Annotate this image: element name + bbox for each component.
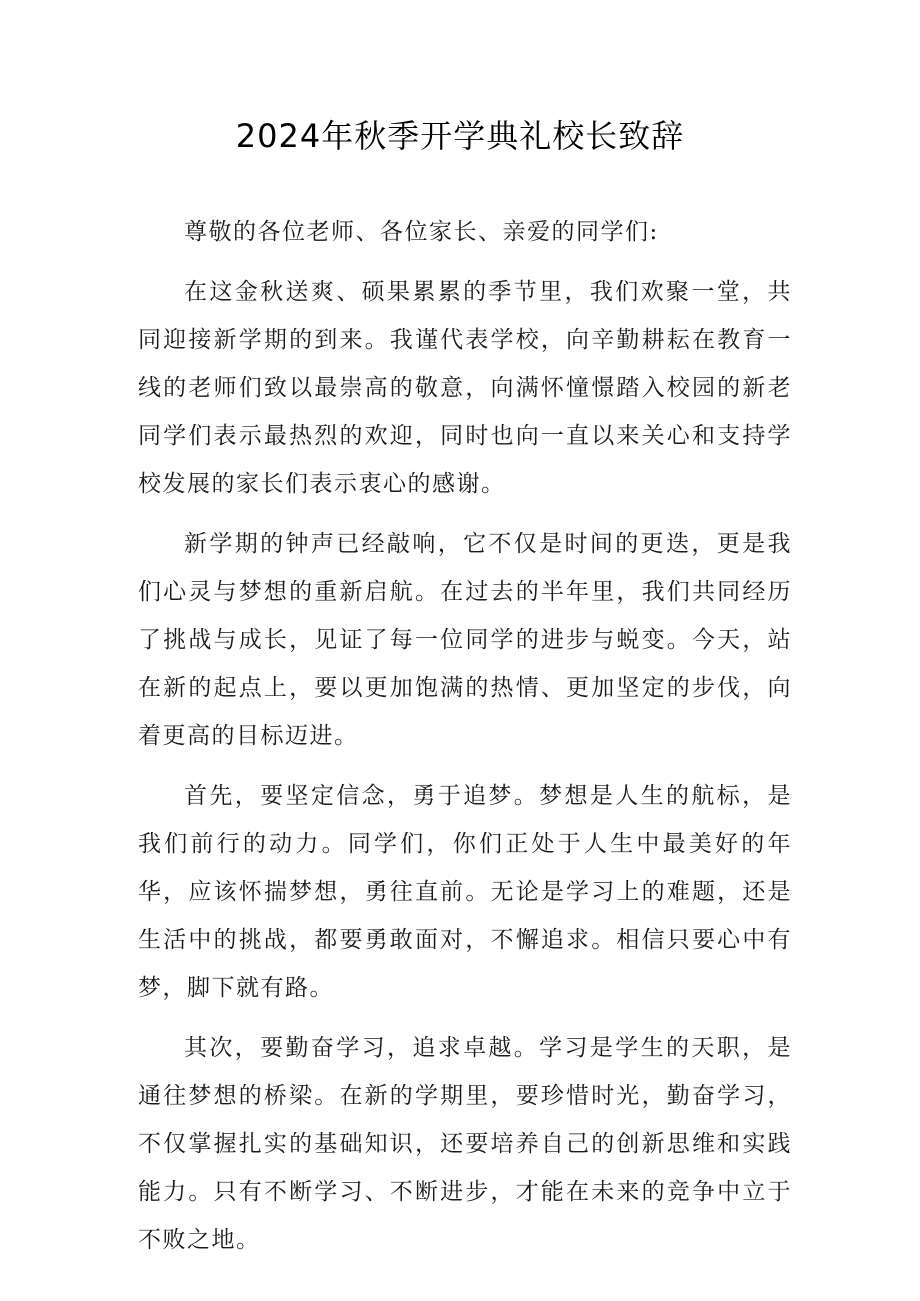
body-paragraph: 其次，要勤奋学习，追求卓越。学习是学生的天职，是通往梦想的桥梁。在新的学期里，要珍惜时光，勤奋学习，不仅掌握扎实的基础知识，还要培养自己的创新思维和实践能力。只有不断学习、不断进步，才能在未来的竞争中立于不败之地。: [138, 1035, 792, 1253]
salutation-paragraph: 尊敬的各位老师、各位家长、亲爱的同学们:: [184, 219, 659, 245]
body-paragraph: 新学期的钟声已经敲响，它不仅是时间的更迭，更是我们心灵与梦想的重新启航。在过去的半年里，我们共同经历了挑战与成长，见证了每一位同学的进步与蜕变。今天，站在新的起点上，要以更加饱满的热情、更加坚定的步伐，向着更高的目标迈进。: [138, 531, 792, 749]
document-body: [138, 208, 792, 1276]
document-title: 2024年秋季开学典礼校长致辞: [235, 117, 685, 155]
body-paragraph: 首先，要坚定信念，勇于追梦。梦想是人生的航标，是我们前行的动力。同学们，你们正处于人生中最美好的年华，应该怀揣梦想，勇往直前。无论是学习上的难题，还是生活中的挑战，都要勇敢面对，不懈追求。相信只要心中有梦，脚下就有路。: [138, 783, 792, 1001]
body-paragraph: 在这金秋送爽、硕果累累的季节里，我们欢聚一堂，共同迎接新学期的到来。我谨代表学校，向辛勤耕耘在教育一线的老师们致以最崇高的敬意，向满怀憧憬踏入校园的新老同学们表示最热烈的欢迎，同时也向一直以来关心和支持学校发展的家长们表示衷心的感谢。: [138, 279, 792, 497]
